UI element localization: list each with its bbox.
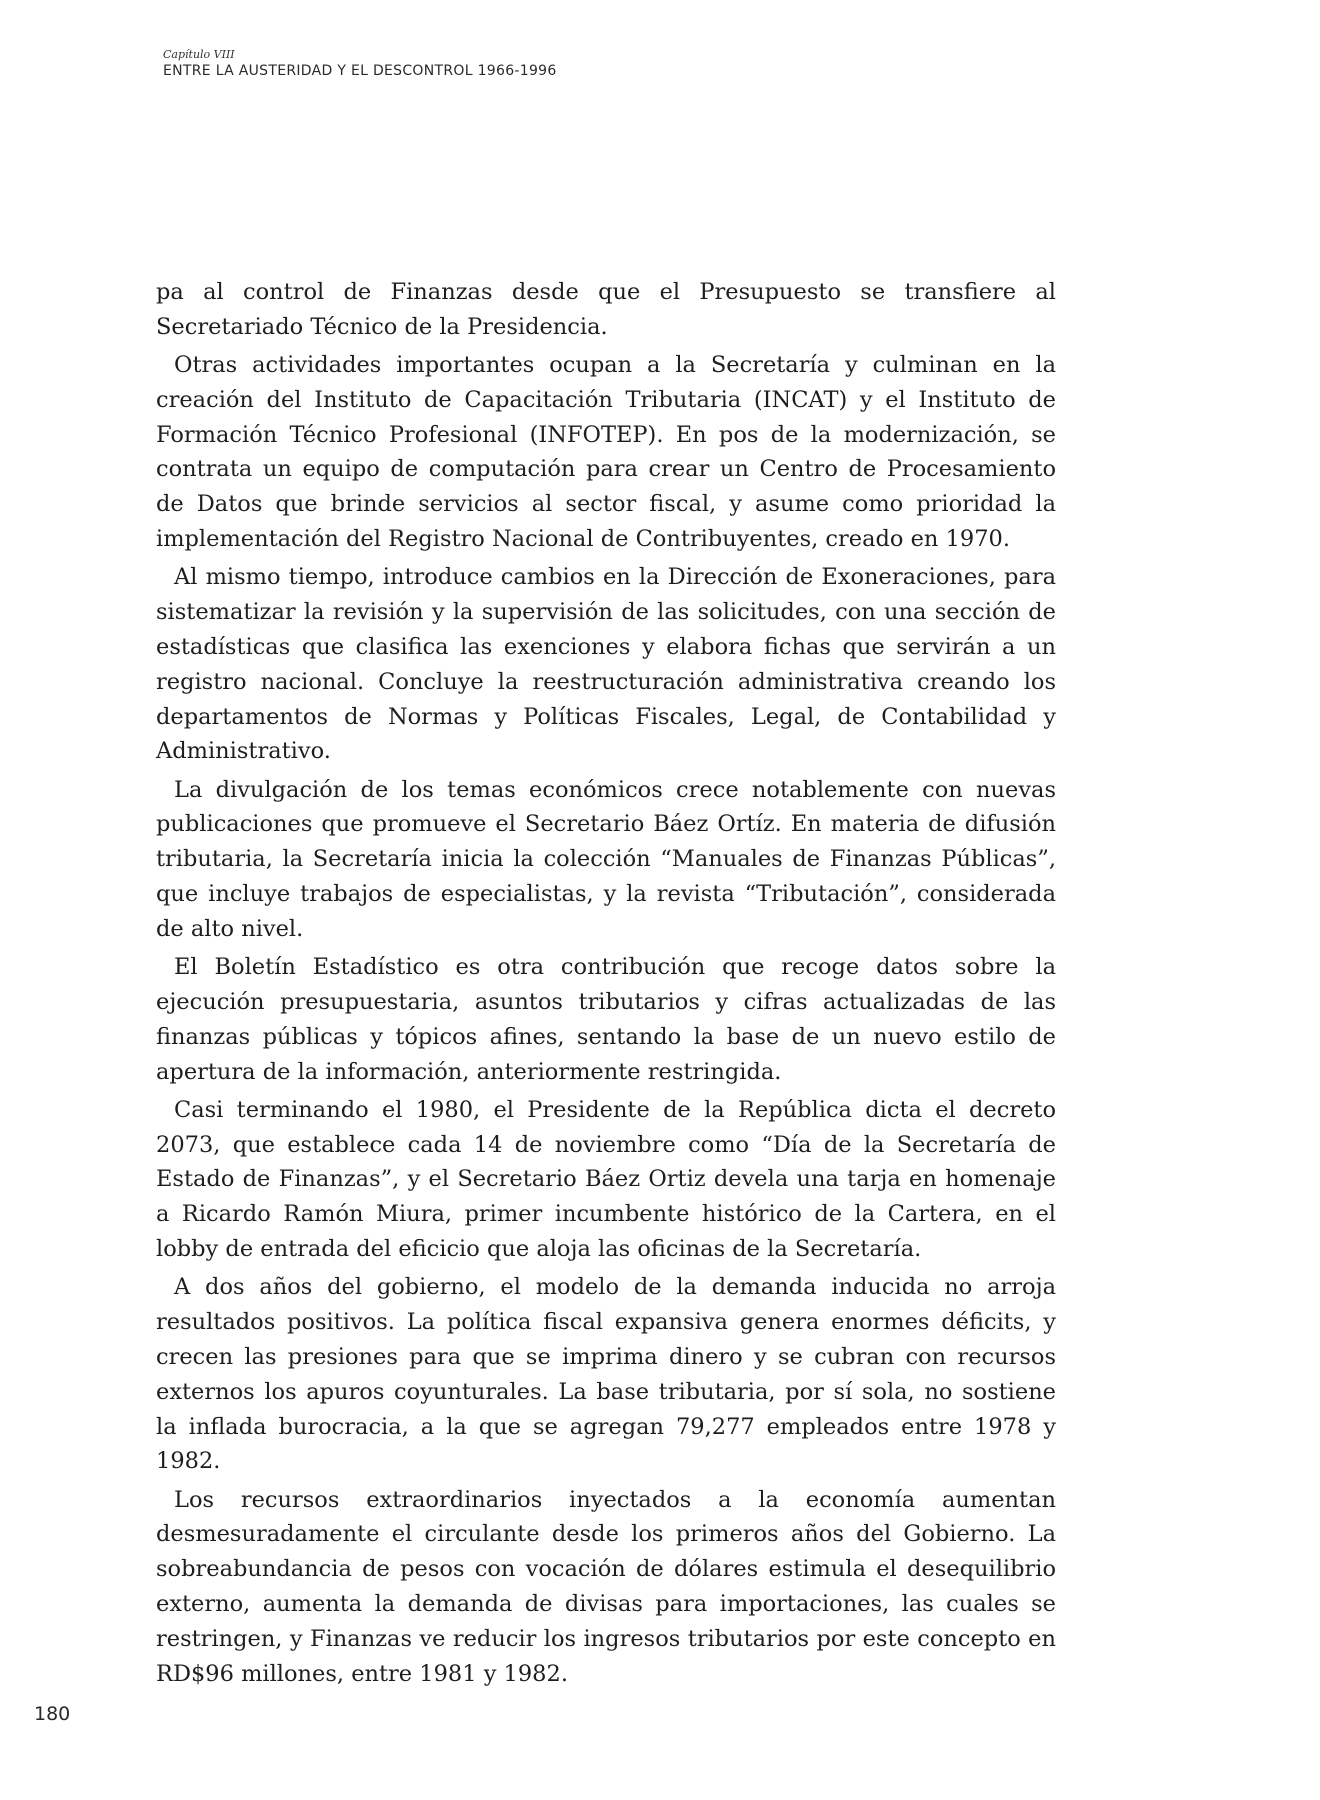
- chapter-title: ENTRE LA AUSTERIDAD Y EL DESCONTROL 1966-1996: [163, 63, 557, 79]
- body-text: [156, 275, 1056, 1695]
- chapter-label: Capítulo VIII: [163, 48, 235, 61]
- paragraph: pa al control de Finanzas desde que el Presupuesto se transfiere al Secretariado Técnico de la Presidencia.: [156, 279, 1056, 340]
- paragraph: La divulgación de los temas económicos crece notablemente con nuevas publicaciones que promueve el Secretario Báez Ortíz. En materia de difusión tributaria, la Secretaría inicia la colección “Manuales de Finanzas Públicas”, que incluye trabajos de especialistas, y la revista “Tributación”, considerada de alto nivel.: [156, 776, 1056, 942]
- paragraph: Casi terminando el 1980, el Presidente de la República dicta el decreto 2073, que establece cada 14 de noviembre como “Día de la Secretaría de Estado de Finanzas”, y el Secretario Báez Ortiz devela una tarja en homenaje a Ricardo Ramón Miura, primer incumbente histórico de la Cartera, en el lobby de entrada del eficicio que aloja las oficinas de la Secretaría.: [156, 1096, 1056, 1263]
- paragraph: A dos años del gobierno, el modelo de la demanda inducida no arroja resultados positivos. La política fiscal expansiva genera enormes déficits, y crecen las presiones para que se imprima dinero y se cubran con recursos externos los apuros coyunturales. La base tributaria, por sí sola, no sostiene la inflada burocracia, a la que se agregan 79,277 empleados entre 1978 y 1982.: [156, 1274, 1056, 1475]
- paragraph: El Boletín Estadístico es otra contribución que recoge datos sobre la ejecución presupuestaria, asuntos tributarios y cifras actualizadas de las finanzas públicas y tópicos afines, sentando la base de un nuevo estilo de apertura de la información, anteriormente restringida.: [156, 954, 1056, 1085]
- paragraph: Los recursos extraordinarios inyectados a la economía aumentan desmesuradamente el circulante desde los primeros años del Gobierno. La sobreabundancia de pesos con vocación de dólares estimula el desequilibrio externo, aumenta la demanda de divisas para importaciones, las cuales se restringen, y Finanzas ve reducir los ingresos tributarios por este concepto en RD$96 millones, entre 1981 y 1982.: [156, 1486, 1056, 1687]
- running-head: [163, 48, 557, 80]
- paragraph: Otras actividades importantes ocupan a la Secretaría y culminan en la creación del Instituto de Capacitación Tributaria (INCAT) y el Instituto de Formación Técnico Profesional (INFOTEP). En pos de la modernización, se contrata un equipo de computación para crear un Centro de Procesamiento de Datos que brinde servicios al sector fiscal, y asume como prioridad la implementación del Registro Nacional de Contribuyentes, creado en 1970.: [156, 352, 1056, 553]
- paragraph: Al mismo tiempo, introduce cambios en la Dirección de Exoneraciones, para sistematizar la revisión y la supervisión de las solicitudes, con una sección de estadísticas que clasifica las exenciones y elabora fichas que servirán a un registro nacional. Concluye la reestructuración administrativa creando los departamentos de Normas y Políticas Fiscales, Legal, de Contabilidad y Administrativo.: [156, 564, 1056, 765]
- page-number: 180: [34, 1703, 71, 1725]
